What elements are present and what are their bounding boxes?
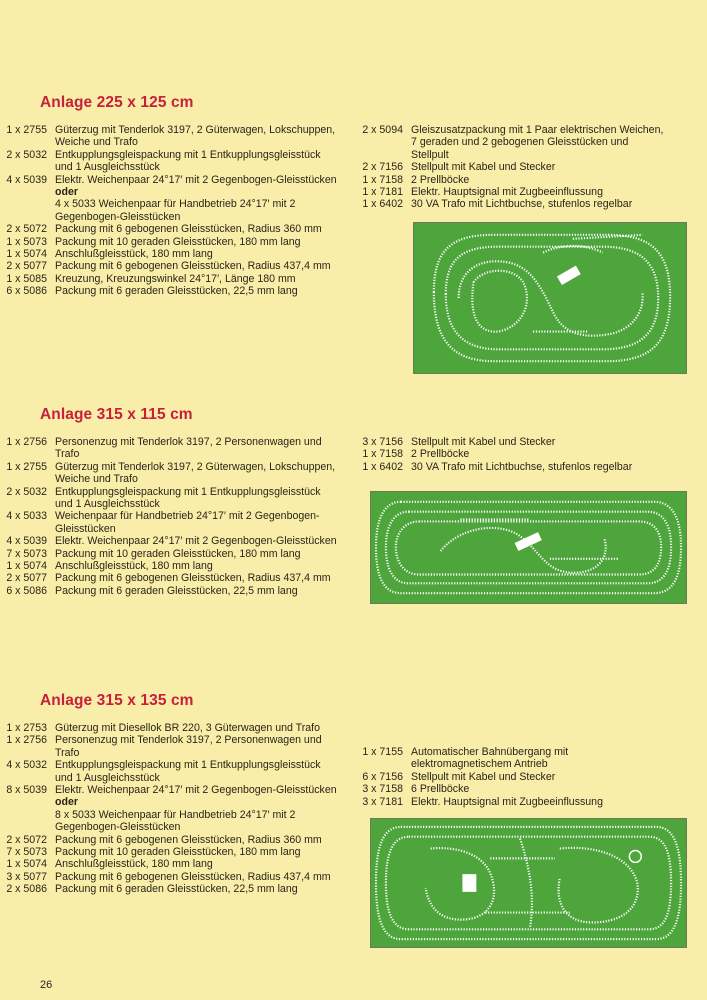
item-description: Packung mit 6 geraden Gleisstücken, 22,5 mm lang bbox=[55, 883, 298, 896]
item-quantity: 2 x 5094 bbox=[362, 124, 403, 136]
item-description: Packung mit 6 gebogenen Gleisstücken, Radius 437,4 mm bbox=[55, 870, 331, 883]
item-quantity bbox=[0, 809, 55, 834]
item-description: Packung mit 10 geraden Gleisstücken, 180 mm lang bbox=[55, 235, 301, 248]
item-description: Entkupplungsgleispackung mit 1 Entkupplungsgleisstück und 1 Ausgleichsstück bbox=[55, 485, 321, 511]
item-quantity: 7 x 5073 bbox=[6, 547, 47, 560]
item-quantity: 2 x 5077 bbox=[6, 572, 47, 585]
item-quantity: 1 x 2753 bbox=[6, 722, 47, 734]
item-description: Packung mit 10 geraden Gleisstücken, 180 mm lang bbox=[55, 846, 301, 859]
parts-list-item bbox=[0, 759, 338, 784]
item-quantity: 2 x 5072 bbox=[6, 833, 47, 846]
item-description: Packung mit 6 gebogenen Gleisstücken, Radius 437,4 mm bbox=[55, 572, 331, 585]
parts-list-item bbox=[0, 223, 338, 235]
item-quantity: 6 x 5086 bbox=[6, 584, 47, 597]
item-description: Elektr. Weichenpaar 24°17′ mit 2 Gegenbogen-Gleisstücken bbox=[55, 535, 337, 548]
item-description: Stellpult mit Kabel und Stecker bbox=[411, 770, 556, 783]
item-description: Elektr. Weichenpaar 24°17′ mit 2 Gegenbogen-Gleisstücken bbox=[55, 173, 337, 186]
item-quantity: 1 x 6402 bbox=[362, 198, 403, 211]
item-description: 30 VA Trafo mit Lichtbuchse, stufenlos regelbar bbox=[411, 460, 633, 473]
parts-list-item bbox=[0, 572, 338, 584]
parts-list-item bbox=[0, 548, 338, 560]
parts-list-item bbox=[356, 448, 666, 460]
item-description: Gleiszusatzpackung mit 1 Paar elektrischen Weichen, 7 geraden und 2 gebogenen Gleisstücken und Stellpult bbox=[411, 124, 664, 161]
parts-list-item bbox=[356, 436, 666, 448]
item-quantity bbox=[0, 198, 55, 223]
section-title: Anlage 225 x 125 cm bbox=[40, 94, 194, 111]
parts-list-item bbox=[0, 809, 338, 834]
parts-list-item bbox=[0, 124, 338, 149]
parts-list-item bbox=[356, 174, 666, 186]
item-description: Packung mit 6 geraden Gleisstücken, 22,5 mm lang bbox=[55, 584, 298, 597]
parts-list-item bbox=[0, 273, 338, 285]
item-quantity: 1 x 2755 bbox=[6, 124, 47, 136]
parts-list-item bbox=[356, 124, 666, 161]
parts-list-item bbox=[356, 461, 666, 473]
parts-list-item bbox=[0, 883, 338, 895]
parts-list-item bbox=[0, 560, 338, 572]
item-description: 2 Prellböcke bbox=[411, 448, 470, 461]
item-quantity: 4 x 5033 bbox=[6, 510, 47, 523]
item-description: Güterzug mit Diesellok BR 220, 3 Güterwagen und Trafo bbox=[55, 722, 320, 734]
item-description: Güterzug mit Tenderlok 3197, 2 Güterwagen, Lokschuppen, Weiche und Trafo bbox=[55, 124, 336, 149]
item-quantity: 6 x 5086 bbox=[6, 285, 47, 298]
parts-list-item bbox=[356, 771, 666, 783]
parts-list-item bbox=[0, 734, 338, 759]
item-description: Automatischer Bahnübergang mit elektromagnetischem Antrieb bbox=[411, 746, 569, 771]
item-quantity: 2 x 5072 bbox=[6, 223, 47, 236]
parts-list-item bbox=[0, 436, 338, 461]
item-description: Elektr. Weichenpaar 24°17′ mit 2 Gegenbogen-Gleisstücken bbox=[55, 784, 337, 797]
item-quantity: 6 x 7156 bbox=[362, 770, 403, 783]
item-description: Packung mit 6 gebogenen Gleisstücken, Radius 437,4 mm bbox=[55, 260, 331, 273]
item-description: Anschlußgleisstück, 180 mm lang bbox=[55, 560, 213, 573]
parts-list-item bbox=[0, 871, 338, 883]
item-quantity: 2 x 5032 bbox=[6, 485, 47, 498]
parts-list-item bbox=[0, 486, 338, 511]
track-layout-diagram bbox=[370, 491, 687, 604]
parts-list bbox=[356, 124, 666, 211]
parts-list-item bbox=[0, 236, 338, 248]
parts-list-item bbox=[0, 174, 338, 186]
parts-list-item bbox=[0, 535, 338, 547]
item-description: 4 x 5033 Weichenpaar für Handbetrieb 24°17′ mit 2 Gegenbogen-Gleisstücken bbox=[55, 198, 296, 223]
parts-list-item bbox=[356, 783, 666, 795]
item-quantity: 1 x 5074 bbox=[6, 248, 47, 261]
parts-list bbox=[0, 722, 338, 896]
item-quantity: 1 x 7158 bbox=[362, 448, 403, 461]
item-quantity: 2 x 5077 bbox=[6, 260, 47, 273]
item-description: Elektr. Hauptsignal mit Zugbeeinflussung bbox=[411, 795, 603, 808]
parts-list-item bbox=[0, 858, 338, 870]
item-quantity: 1 x 2755 bbox=[6, 460, 47, 473]
item-quantity: 1 x 5073 bbox=[6, 235, 47, 248]
parts-list-item bbox=[0, 198, 338, 223]
item-quantity: 2 x 5086 bbox=[6, 883, 47, 896]
parts-list-item bbox=[0, 510, 338, 535]
item-quantity: 1 x 5074 bbox=[6, 560, 47, 573]
parts-list-item bbox=[356, 746, 666, 771]
item-description: Stellpult mit Kabel und Stecker bbox=[411, 161, 556, 174]
item-quantity: 8 x 5039 bbox=[6, 784, 47, 797]
item-quantity: 1 x 5074 bbox=[6, 858, 47, 871]
parts-list bbox=[0, 436, 338, 597]
parts-list-item bbox=[0, 796, 338, 808]
track-layout-diagram bbox=[413, 222, 687, 374]
parts-list-item bbox=[0, 186, 338, 198]
item-description: Güterzug mit Tenderlok 3197, 2 Güterwagen, Lokschuppen, Weiche und Trafo bbox=[55, 460, 336, 486]
parts-list-item bbox=[0, 248, 338, 260]
item-description: 6 Prellböcke bbox=[411, 783, 470, 796]
parts-list-item bbox=[356, 198, 666, 210]
item-quantity: 1 x 7181 bbox=[362, 186, 403, 199]
section-title: Anlage 315 x 115 cm bbox=[40, 406, 193, 423]
item-description: oder bbox=[55, 796, 78, 809]
item-quantity: 1 x 6402 bbox=[362, 460, 403, 473]
item-description: Personenzug mit Tenderlok 3197, 2 Personenwagen und Trafo bbox=[55, 436, 322, 461]
item-quantity: 3 x 7156 bbox=[362, 436, 403, 448]
track-layout-diagram bbox=[370, 818, 687, 948]
item-description: oder bbox=[55, 186, 78, 199]
item-quantity: 3 x 5077 bbox=[6, 870, 47, 883]
item-description: Elektr. Hauptsignal mit Zugbeeinflussung bbox=[411, 186, 603, 199]
section-title: Anlage 315 x 135 cm bbox=[40, 692, 194, 709]
parts-list bbox=[356, 436, 666, 473]
parts-list-item bbox=[0, 585, 338, 597]
item-description: Packung mit 6 geraden Gleisstücken, 22,5 mm lang bbox=[55, 285, 298, 298]
parts-list bbox=[356, 746, 666, 808]
item-description: Packung mit 6 gebogenen Gleisstücken, Radius 360 mm bbox=[55, 833, 322, 846]
page-number: 26 bbox=[40, 979, 53, 991]
item-quantity: 3 x 7181 bbox=[362, 795, 403, 808]
item-description: Entkupplungsgleispackung mit 1 Entkupplungsgleisstück und 1 Ausgleichsstück bbox=[55, 148, 321, 174]
item-quantity: 1 x 7155 bbox=[362, 746, 403, 758]
item-description: Anschlußgleisstück, 180 mm lang bbox=[55, 858, 213, 871]
parts-list-item bbox=[0, 846, 338, 858]
parts-list-item bbox=[0, 461, 338, 486]
parts-list bbox=[0, 124, 338, 298]
parts-list-item bbox=[356, 796, 666, 808]
item-quantity bbox=[0, 796, 55, 808]
item-quantity: 4 x 5039 bbox=[6, 173, 47, 186]
item-description: 2 Prellböcke bbox=[411, 173, 470, 186]
item-quantity: 1 x 5085 bbox=[6, 272, 47, 285]
item-quantity: 1 x 2756 bbox=[6, 436, 47, 448]
item-quantity: 7 x 5073 bbox=[6, 846, 47, 859]
item-description: Stellpult mit Kabel und Stecker bbox=[411, 436, 556, 448]
item-quantity: 4 x 5039 bbox=[6, 535, 47, 548]
parts-list-item bbox=[0, 834, 338, 846]
item-description: Anschlußgleisstück, 180 mm lang bbox=[55, 248, 213, 261]
item-description: Packung mit 6 gebogenen Gleisstücken, Radius 360 mm bbox=[55, 223, 322, 236]
item-description: 30 VA Trafo mit Lichtbuchse, stufenlos regelbar bbox=[411, 198, 633, 211]
item-description: Personenzug mit Tenderlok 3197, 2 Personenwagen und Trafo bbox=[55, 734, 322, 759]
item-quantity: 1 x 2756 bbox=[6, 734, 47, 747]
item-quantity: 4 x 5032 bbox=[6, 759, 47, 772]
item-description: Packung mit 10 geraden Gleisstücken, 180 mm lang bbox=[55, 547, 301, 560]
parts-list-item bbox=[356, 161, 666, 173]
item-quantity bbox=[0, 186, 55, 198]
parts-list-item bbox=[0, 784, 338, 796]
item-description: Entkupplungsgleispackung mit 1 Entkupplungsgleisstück und 1 Ausgleichsstück bbox=[55, 759, 321, 784]
item-quantity: 2 x 5032 bbox=[6, 148, 47, 161]
item-quantity: 2 x 7156 bbox=[362, 161, 403, 174]
item-quantity: 3 x 7158 bbox=[362, 783, 403, 796]
parts-list-item bbox=[0, 260, 338, 272]
parts-list-item bbox=[0, 722, 338, 734]
item-quantity: 1 x 7158 bbox=[362, 173, 403, 186]
item-description: 8 x 5033 Weichenpaar für Handbetrieb 24°17′ mit 2 Gegenbogen-Gleisstücken bbox=[55, 808, 296, 834]
parts-list-item bbox=[0, 285, 338, 297]
item-description: Kreuzung, Kreuzungswinkel 24°17′, Länge 180 mm bbox=[55, 272, 296, 285]
item-description: Weichenpaar für Handbetrieb 24°17′ mit 2 Gegenbogen-Gleisstücken bbox=[55, 510, 320, 535]
parts-list-item bbox=[0, 149, 338, 174]
parts-list-item bbox=[356, 186, 666, 198]
